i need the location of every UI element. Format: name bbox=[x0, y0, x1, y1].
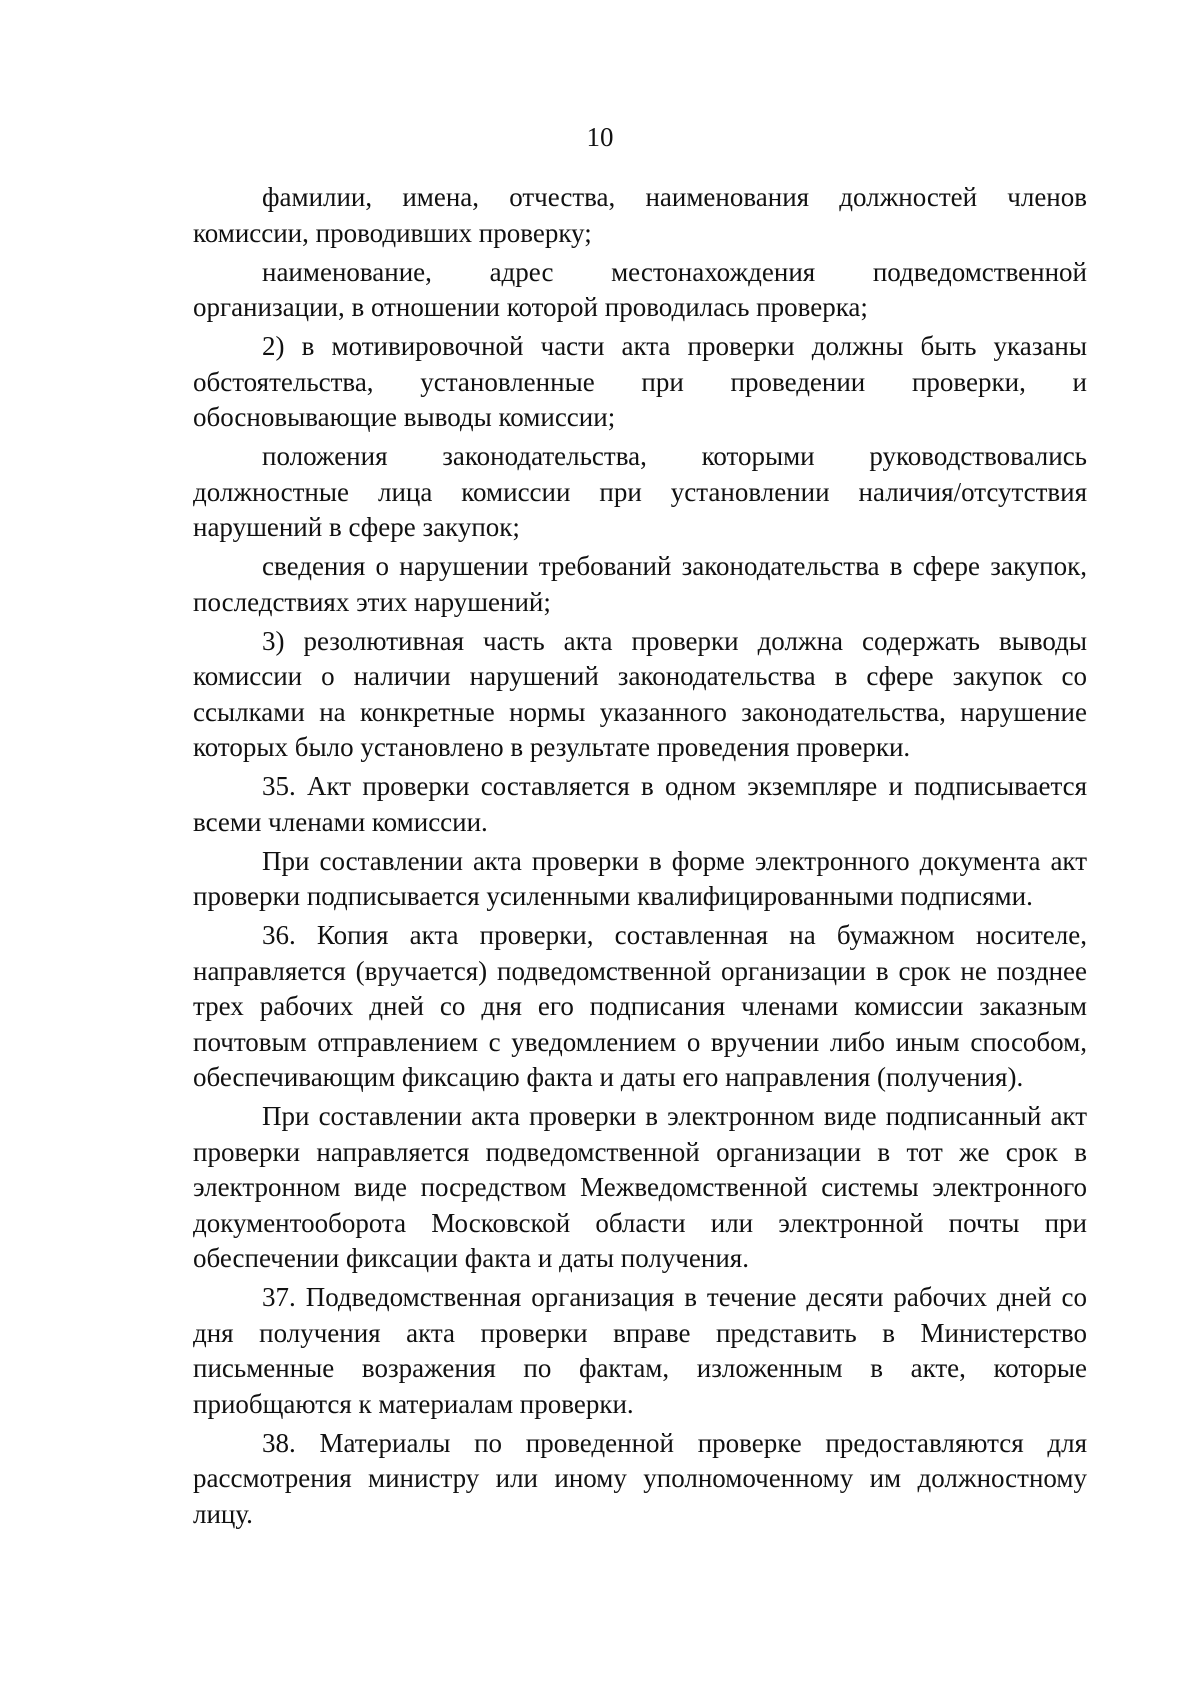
paragraph-item-3-resolution: 3) резолютивная часть акта проверки должна содержать выводы комиссии о наличии нарушений законодательства в сфере закупок со ссылками на конкретные нормы указанного законодательства, нарушение которых было установлено в результате проведения проверки. bbox=[193, 625, 1087, 762]
paragraph-electronic-signature: При составлении акта проверки в форме электронного документа акт проверки подписывается усиленными квалифицированными подписями. bbox=[193, 845, 1087, 911]
paragraph-item-2-reasoning: 2) в мотивировочной части акта проверки должны быть указаны обстоятельства, установленные при проведении проверки, и обосновывающие выводы комиссии; bbox=[193, 331, 1087, 432]
paragraph-clause-37: 37. Подведомственная организация в течение десяти рабочих дней со дня получения акта проверки вправе представить в Министерство письменные возражения по фактам, изложенным в акте, которые приобщаются к материалам проверки. bbox=[193, 1282, 1087, 1419]
paragraph-violations-info: сведения о нарушении требований законодательства в сфере закупок, последствиях этих нарушений; bbox=[193, 551, 1087, 617]
paragraph-commission-members: фамилии, имена, отчества, наименования должностей членов комиссии, проводивших проверку; bbox=[193, 182, 1087, 248]
paragraph-organization-address: наименование, адрес местонахождения подведомственной организации, в отношении которой проводилась проверка; bbox=[193, 256, 1087, 322]
paragraph-clause-38: 38. Материалы по проведенной проверке предоставляются для рассмотрения министру или иному уполномоченному им должностному лицу. bbox=[193, 1427, 1087, 1529]
document-body bbox=[193, 180, 1087, 1536]
paragraph-clause-36: 36. Копия акта проверки, составленная на бумажном носителе, направляется (вручается) подведомственной организации в срок не позднее трех рабочих дней со дня его подписания членами комиссии заказным почтовым отправлением с уведомлением о вручении либо иным способом, обеспечивающим фиксацию факта и даты его направления (получения). bbox=[193, 920, 1087, 1092]
paragraph-legislation-provisions: положения законодательства, которыми руководствовались должностные лица комиссии при установлении наличия/отсутствия нарушений в сфере закупок; bbox=[193, 441, 1087, 542]
page-number: 10 bbox=[586, 122, 614, 152]
paragraph-clause-35: 35. Акт проверки составляется в одном экземпляре и подписывается всеми членами комиссии. bbox=[193, 771, 1087, 837]
paragraph-electronic-delivery: При составлении акта проверки в электронном виде подписанный акт проверки направляется подведомственной организации в тот же срок в электронном виде посредством Межведомственной системы электронного документооборота Московской области или электронной почты при обеспечении фиксации факта и даты получения. bbox=[193, 1101, 1087, 1273]
